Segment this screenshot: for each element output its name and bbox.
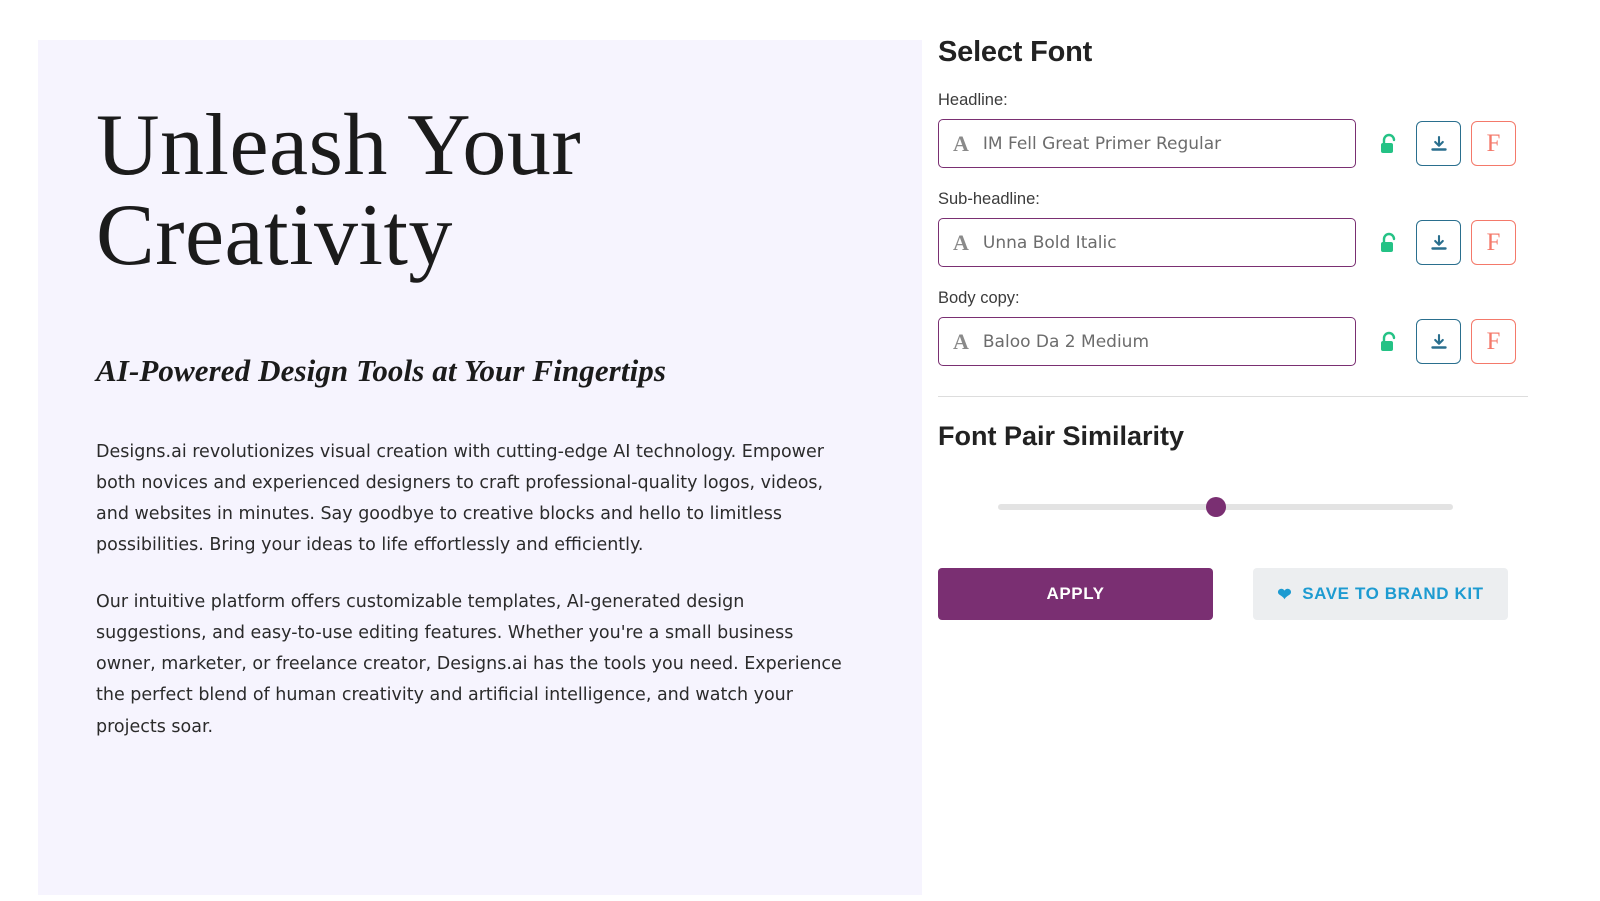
field-group-bodycopy [938, 289, 1538, 366]
f-letter-icon: F [1486, 328, 1501, 355]
action-buttons [938, 568, 1538, 620]
subheadline-fontsource-button[interactable] [1471, 220, 1516, 265]
font-preview-panel [38, 40, 922, 895]
bodycopy-label: Body copy: [938, 289, 1020, 307]
section-divider [938, 396, 1528, 397]
bodycopy-fontsource-button[interactable] [1471, 319, 1516, 364]
font-controls-panel [938, 36, 1538, 620]
headline-label: Headline: [938, 91, 1008, 109]
subheadline-download-button[interactable] [1416, 220, 1461, 265]
download-icon [1429, 134, 1449, 154]
save-to-brand-kit-label: SAVE TO BRAND KIT [1302, 584, 1484, 603]
save-to-brand-kit-button[interactable] [1253, 568, 1508, 620]
subheadline-row [938, 218, 1538, 267]
headline-fontsource-button[interactable] [1471, 121, 1516, 166]
headline-row [938, 119, 1538, 168]
preview-body-paragraph: Our intuitive platform offers customizable templates, AI-generated design suggestions, and easy-to-use editing features. Whether you're a small business owner, marketer, or freelance creator, Designs.ai has the tools you need. Experience the perfect blend of human creativity and artificial intelligence, and watch your projects soar. [96, 592, 842, 737]
download-icon [1429, 332, 1449, 352]
font-glyph-icon: A [953, 328, 969, 354]
bodycopy-row [938, 317, 1538, 366]
font-glyph-icon: A [953, 229, 969, 255]
font-similarity-slider[interactable] [998, 494, 1453, 520]
heart-icon: ❤ [1277, 584, 1293, 604]
subheadline-font-input[interactable] [938, 218, 1356, 267]
unlocked-padlock-icon[interactable] [1372, 232, 1406, 254]
page-title: Select Font [938, 36, 1093, 68]
headline-font-name: IM Fell Great Primer Regular [982, 133, 1222, 154]
preview-headline: Unleash Your Creativity [96, 97, 582, 284]
similarity-title: Font Pair Similarity [938, 421, 1185, 451]
field-group-headline [938, 91, 1538, 168]
f-letter-icon: F [1486, 130, 1501, 157]
preview-body-paragraph: Designs.ai revolutionizes visual creation with cutting-edge AI technology. Empower both novices and experienced designers to craft professional-quality logos, videos, and websites in minutes. Say goodbye to creative blocks and hello to limitless possibilities. Bring your ideas to life effortlessly and efficiently. [96, 441, 824, 555]
bodycopy-font-input[interactable] [938, 317, 1356, 366]
bodycopy-font-name: Baloo Da 2 Medium [982, 331, 1150, 352]
unlocked-padlock-icon[interactable] [1372, 331, 1406, 353]
field-group-subheadline [938, 190, 1538, 267]
unlocked-padlock-icon[interactable] [1372, 133, 1406, 155]
download-icon [1429, 233, 1449, 253]
bodycopy-download-button[interactable] [1416, 319, 1461, 364]
slider-thumb[interactable] [1206, 497, 1226, 517]
font-glyph-icon: A [953, 130, 969, 156]
apply-button[interactable]: APPLY [938, 568, 1213, 620]
headline-font-input[interactable] [938, 119, 1356, 168]
preview-subheadline: AI-Powered Design Tools at Your Fingertips [96, 352, 667, 388]
subheadline-label: Sub-headline: [938, 190, 1040, 208]
subheadline-font-name: Unna Bold Italic [982, 232, 1117, 253]
headline-download-button[interactable] [1416, 121, 1461, 166]
preview-body [96, 437, 856, 743]
f-letter-icon: F [1486, 229, 1501, 256]
